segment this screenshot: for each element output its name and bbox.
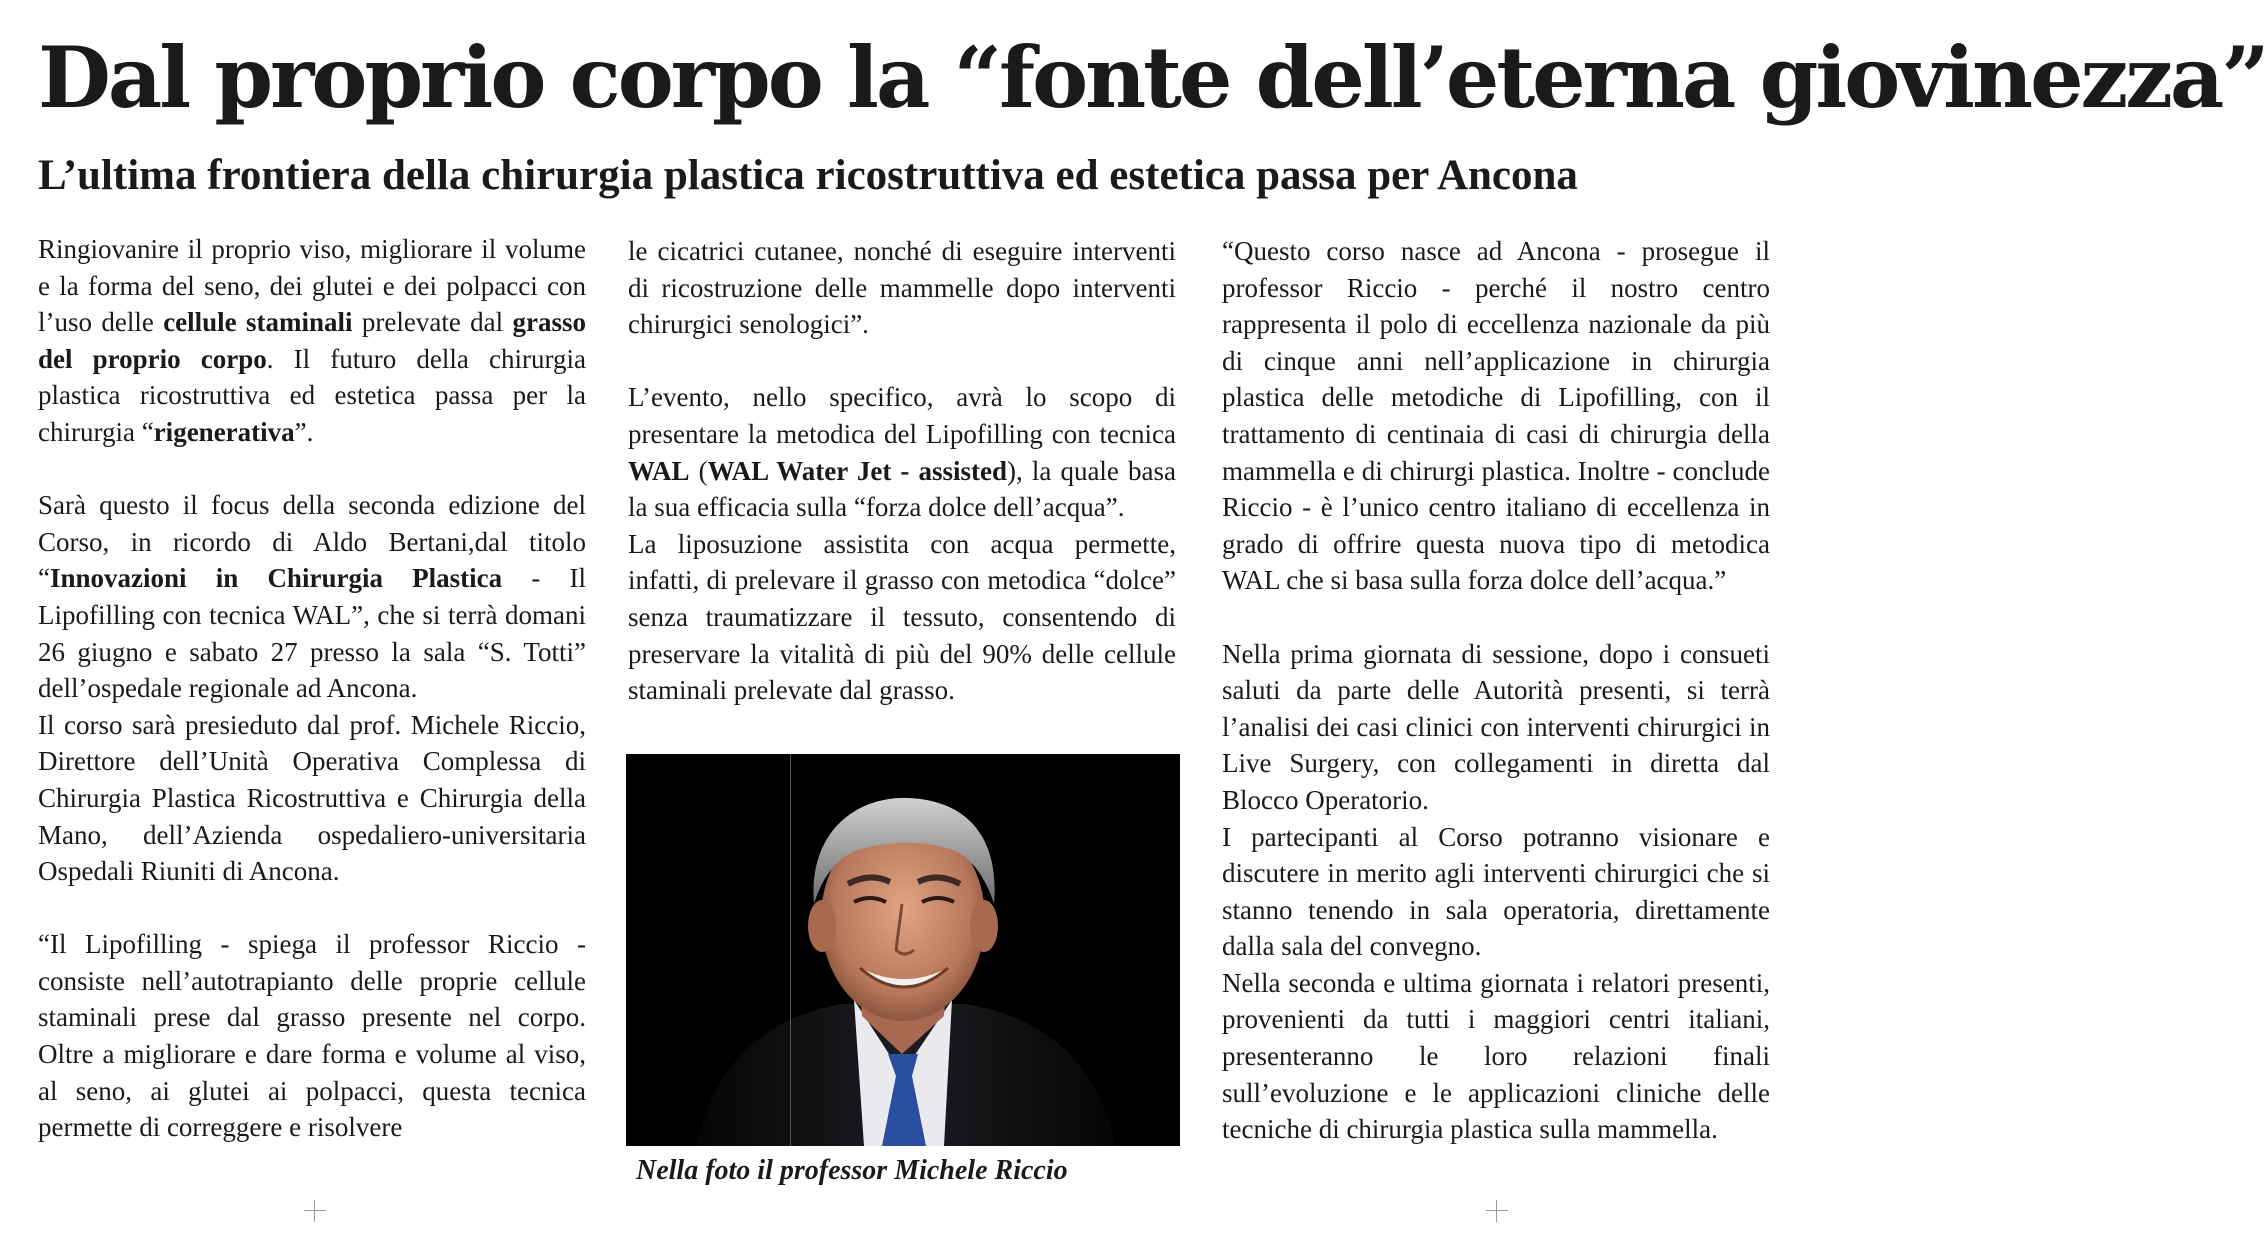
subheadline: L’ultima frontiera della chirurgia plastica ricostruttiva ed estetica passa per Ancona	[38, 152, 1578, 199]
portrait-photo	[626, 754, 1180, 1146]
article-column-2	[628, 233, 1176, 709]
paragraph: Nella prima giornata di sessione, dopo i consueti saluti da parte delle Autorità presenti, si terrà l’analisi dei casi clinici con interventi chirurgici in Live Surgery, con collegamenti in diretta dal Blocco Operatorio.	[1222, 638, 1770, 815]
paragraph: I partecipanti al Corso potranno visionare e discutere in merito agli interventi chirurgici che si stanno tenendo in sala operatoria, direttamente dalla sala del convegno.	[1222, 821, 1770, 962]
article-column-1	[38, 231, 586, 1146]
crop-mark-right	[1486, 1200, 1508, 1222]
photo-caption: Nella foto il professor Michele Riccio	[636, 1155, 1068, 1186]
article-column-3	[1222, 233, 1770, 1148]
paragraph: L’evento, nello specifico, avrà lo scopo di presentare la metodica del Lipofilling con tecnica WAL (WAL Water Jet - assisted), la quale basa la sua efficacia sulla “forza dolce dell’acqua”.	[628, 382, 1176, 523]
paragraph: Ringiovanire il proprio viso, migliorare il volume e la forma del seno, dei glutei e dei polpacci con l’uso delle cellule staminali prelevate dal grasso del proprio corpo. Il futuro della chirurgia plastica ricostruttiva ed estetica passa per la chirurgia “rigenerativa”.	[38, 234, 587, 447]
paragraph: Sarà questo il focus della seconda edizione del Corso, in ricordo di Aldo Bertani,dal titolo “Innovazioni in Chirurgia Plastica - Il Lipofilling con tecnica WAL”, che si terrà domani 26 giugno e sabato 27 presso la sala “S. Totti” dell’ospedale regionale ad Ancona.	[38, 490, 587, 704]
crop-mark-left	[304, 1200, 326, 1222]
paragraph: le cicatrici cutanee, nonché di eseguire interventi di ricostruzione delle mammelle dopo interventi chirurgici senologici”.	[628, 236, 1176, 340]
paragraph: Nella seconda e ultima giornata i relatori presenti, provenienti da tutti i maggiori centri italiani, presenteranno le loro relazioni finali sull’evoluzione e le applicazioni cliniche delle tecniche di chirurgia plastica sulla mammella.	[1222, 967, 1770, 1145]
paragraph: “Il Lipofilling - spiega il professor Riccio - consiste nell’autotrapianto delle proprie cellule staminali prese dal grasso presente nel corpo. Oltre a migliorare e dare forma e volume al viso, al seno, ai glutei ai polpacci, questa tecnica permette di correggere e risolvere	[38, 929, 586, 1143]
paragraph: “Questo corso nasce ad Ancona - prosegue il professor Riccio - perché il nostro centro rappresenta il polo di eccellenza nazionale da più di cinque anni nell’applicazione in chirurgia plastica delle metodiche di Lipofilling, con il trattamento di centinaia di casi di chirurgia della mammella e di chirurgi plastica. Inoltre - conclude Riccio - è l’unico centro italiano di eccellenza in grado di offrire questa nuova tipo di metodica WAL che si basa sulla forza dolce dell’acqua.”	[1222, 236, 1770, 596]
paragraph: Il corso sarà presieduto dal prof. Michele Riccio, Direttore dell’Unità Operativa Complessa di Chirurgia Plastica Ricostruttiva e Chirurgia della Mano, dell’Azienda ospedaliero-universitaria Ospedali Riuniti di Ancona.	[38, 709, 586, 887]
headline: Dal proprio corpo la “fonte dell’eterna giovinezza”	[38, 28, 2267, 127]
paragraph: La liposuzione assistita con acqua permette, infatti, di prelevare il grasso con metodica “dolce” senza traumatizzare il tessuto, consentendo di preservare la vitalità di più del 90% delle cellule staminali prelevate dal grasso.	[628, 528, 1176, 706]
portrait-illustration	[626, 754, 1180, 1146]
